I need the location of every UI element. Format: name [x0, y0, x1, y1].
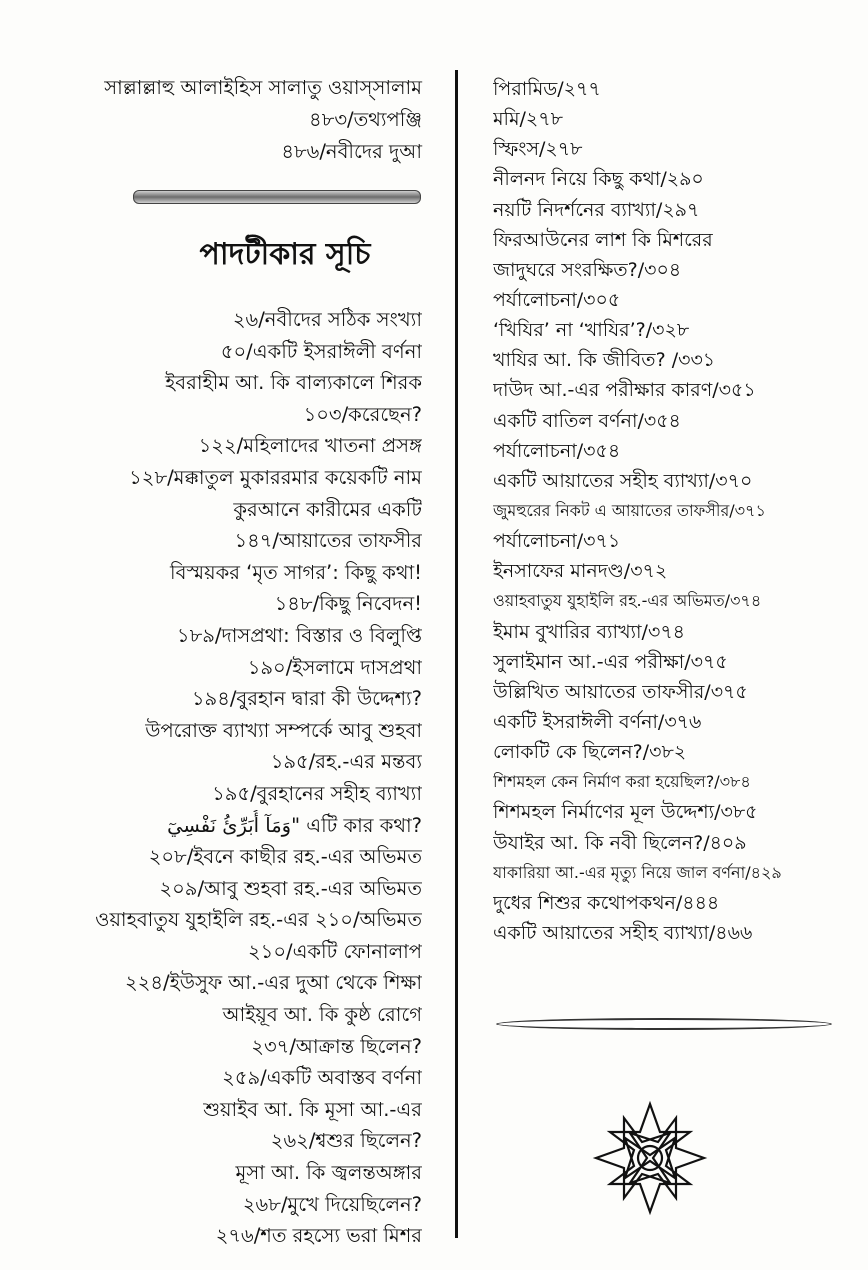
end-divider [496, 1018, 832, 1030]
index-entry: ৪৮৬/নবীদের দুআ [281, 140, 422, 163]
index-entry: ফিরআউনের লাশ কি মিশরের [493, 228, 713, 251]
index-entry: বিস্ময়কর ‘মৃত সাগর’: কিছু কথা! [169, 560, 422, 584]
index-entry: ইবরাহীম আ. কি বাল্যকালে শিরক [165, 371, 422, 395]
index-entry: সুলাইমান আ.-এর পরীক্ষা/৩৭৫ [493, 650, 728, 673]
index-entry: মমি/২৭৮ [493, 108, 563, 131]
index-entry: আইয়ূব আ. কি কুষ্ঠ রোগে [222, 1003, 422, 1027]
index-entry: ২৬/নবীদের সঠিক সংখ্যা [232, 308, 422, 331]
index-entry: ১৯০/ইসলামে দাসপ্রথা [247, 655, 422, 679]
index-entry: ২২৪/ইউসুফ আ.-এর দুআ থেকে শিক্ষা [125, 971, 422, 995]
index-entry: ১৪৮/কিছু নিবেদন! [274, 592, 422, 616]
star-ornament-icon [590, 1098, 710, 1218]
index-entry: ২০৮/ইবনে কাছীর রহ.-এর অভিমত [148, 845, 422, 869]
index-entry: উযাইর আ. কি নবী ছিলেন?/৪০৯ [493, 831, 747, 854]
index-entry: স্ফিংস/২৭৮ [493, 138, 583, 161]
left-column [70, 72, 422, 168]
index-entry: ২১০/একটি ফোনালাপ [248, 939, 422, 963]
index-entry: ২৬৮/মুখে দিয়েছিলেন? [242, 1192, 422, 1216]
index-entry: ২৩৭/আক্রান্ত ছিলেন? [251, 1034, 422, 1058]
index-entry: যাকারিয়া আ.-এর মৃত্যু নিয়ে জাল বর্ণনা/৪২৯ [493, 862, 782, 882]
index-entry: وَمَآ أُبَرِّئُ نَفْسِيٓ" এটি কার কথা? [167, 813, 422, 837]
index-entry: মূসা আ. কি জ্বলন্তঅঙ্গার [235, 1161, 422, 1185]
index-entry: পর্যালোচনা/৩৫৪ [493, 439, 621, 462]
index-entry: ১৯৫/রহ.-এর মন্তব্য [270, 750, 422, 774]
index-entry: ১২২/মহিলাদের খাতনা প্রসঙ্গ [198, 434, 422, 458]
index-entry: ওয়াহবাতুয যুহাইলি রহ.-এর অভিমত/৩৭৪ [493, 591, 762, 611]
index-entry: ৫০/একটি ইসরাঈলী বর্ণনা [220, 339, 422, 363]
index-entry: ১২৮/মক্কাতুল মুকাররমার কয়েকটি নাম [129, 465, 422, 489]
index-entry: পর্যালোচনা/৩০৫ [493, 288, 621, 311]
index-entry: শুয়াইব আ. কি মূসা আ.-এর [203, 1097, 422, 1121]
index-entry: ২৬২/শ্বশুর ছিলেন? [270, 1129, 422, 1153]
index-entry: ১৯৫/বুরহানের সহীহ ব্যাখ্যা [212, 781, 422, 805]
index-entry: ইমাম বুখারির ব্যাখ্যা/৩৭৪ [493, 620, 685, 643]
index-entry: ৪৮৩/তথ্যপঞ্জি [309, 108, 422, 131]
index-entry: একটি ইসরাঈলী বর্ণনা/৩৭৬ [493, 710, 702, 733]
index-entry: পিরামিড/২৭৭ [493, 78, 601, 100]
index-entry: ‘খিযির’ না ‘খাযির’?/৩২৮ [493, 319, 690, 342]
index-entry: একটি বাতিল বর্ণনা/৩৫৪ [493, 409, 681, 432]
index-entry: ১৯৪/বুরহান দ্বারা কী উদ্দেশ্য? [191, 687, 422, 711]
index-entry: ১০৩/করেছেন? [303, 402, 422, 426]
index-entry: ইনসাফের মানদণ্ড/৩৭২ [493, 560, 668, 583]
index-entry: ১৪৭/আয়াতের তাফসীর [234, 529, 422, 553]
index-entry: নয়টি নিদর্শনের ব্যাখ্যা/২৯৭ [493, 198, 700, 221]
index-entry: দাউদ আ.-এর পরীক্ষার কারণ/৩৫১ [493, 379, 756, 402]
index-entry: ওয়াহবাতুয যুহাইলি রহ.-এর ২১০/অভিমত [95, 908, 422, 932]
section-heading: পাদটীকার সূচি [199, 237, 371, 272]
index-entry: শিশমহল নির্মাণের মূল উদ্দেশ্য/৩৮৫ [493, 801, 758, 824]
index-entry: ২০৯/আবু শুহবা রহ.-এর অভিমত [159, 876, 422, 900]
index-entry: শিশমহল কেন নির্মাণ করা হয়েছিল?/৩৮৪ [493, 772, 751, 792]
index-entry: খাযির আ. কি জীবিত? /৩৩১ [493, 349, 716, 372]
right-index-list [493, 74, 853, 948]
index-entry: একটি আয়াতের সহীহ ব্যাখ্যা/৩৭০ [493, 469, 753, 492]
footnote-index-list [70, 304, 422, 1252]
index-entry: একটি আয়াতের সহীহ ব্যাখ্যা/৪৬৬ [493, 921, 753, 944]
index-entry: নীলনদ নিয়ে কিছু কথা/২৯০ [493, 168, 704, 191]
index-entry: উল্লিখিত আয়াতের তাফসীর/৩৭৫ [493, 680, 748, 703]
index-entry: সাল্লাল্লাহু আলাইহিস সালাতু ওয়াস্সালাম [104, 76, 422, 99]
index-entry: জুমহুরের নিকট এ আয়াতের তাফসীর/৩৭১ [493, 500, 766, 520]
index-entry: ২৭৬/শত রহস্যে ভরা মিশর [215, 1224, 422, 1248]
column-rule [455, 70, 458, 1238]
index-entry: উপরোক্ত ব্যাখ্যা সম্পর্কে আবু শুহবা [145, 718, 422, 742]
index-entry: ২৫৯/একটি অবাস্তব বর্ণনা [222, 1066, 422, 1090]
index-entry: লোকটি কে ছিলেন?/৩৮২ [493, 741, 687, 764]
section-divider [133, 190, 421, 204]
index-entry: ১৮৯/দাসপ্রথা: বিস্তার ও বিলুপ্তি [176, 623, 422, 647]
index-entry: জাদুঘরে সংরক্ষিত?/৩০৪ [493, 258, 682, 281]
index-entry: কুরআনে কারীমের একটি [233, 497, 422, 521]
index-entry: দুধের শিশুর কথোপকথন/৪৪৪ [493, 891, 720, 914]
index-entry: পর্যালোচনা/৩৭১ [493, 530, 621, 553]
